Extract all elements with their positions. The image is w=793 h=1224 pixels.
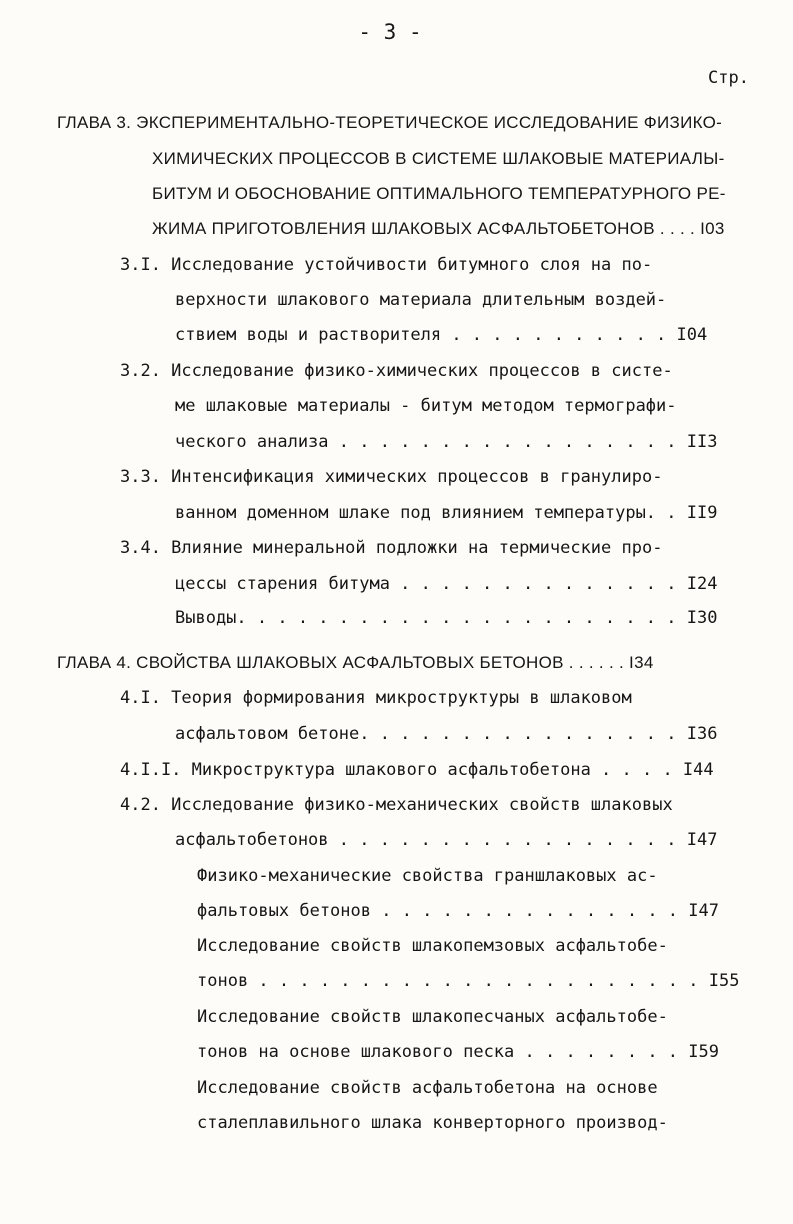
toc-line: ГЛАВА 3. ЭКСПЕРИМЕНТАЛЬНО-ТЕОРЕТИЧЕСКОЕ ИССЛЕДОВАНИЕ ФИЗИКО- [57,113,723,132]
toc-line: Исследование свойств шлакопемзовых асфальтобе- [197,936,668,956]
toc-line: фальтовых бетонов . . . . . . . . . . . . . . . I47 [197,901,719,921]
toc-line: верхности шлакового материала длительным воздей- [175,290,667,310]
toc-line: асфальтовом бетоне. . . . . . . . . . . . . . . . I36 [175,724,718,744]
toc-line: Выводы. . . . . . . . . . . . . . . . . . . . . . I30 [175,608,718,628]
toc-line: асфальтобетонов . . . . . . . . . . . . . . . . . I47 [175,830,718,850]
toc-line: БИТУМ И ОБОСНОВАНИЕ ОПТИМАЛЬНОГО ТЕМПЕРАТУРНОГО РЕ- [152,184,726,203]
toc-line: Исследование свойств асфальтобетона на основе [197,1078,658,1098]
toc-line: сталеплавильного шлака конверторного производ- [197,1113,668,1133]
toc-line: ЖИМА ПРИГОТОВЛЕНИЯ ШЛАКОВЫХ АСФАЛЬТОБЕТОНОВ . . . . I03 [152,219,725,238]
toc-line: тонов . . . . . . . . . . . . . . . . . . . . . . I55 [197,971,740,991]
toc-line: Физико-механические свойства граншлаковых ас- [197,866,658,886]
page-column-label: Стр. [708,68,749,88]
toc-line: 3.3. Интенсификация химических процессов в гранулиро- [120,467,663,487]
toc-line: ГЛАВА 4. СВОЙСТВА ШЛАКОВЫХ АСФАЛЬТОВЫХ БЕТОНОВ . . . . . . I34 [57,653,654,672]
toc-line: 3.I. Исследование устойчивости битумного слоя на по- [120,255,653,275]
toc-line: ческого анализа . . . . . . . . . . . . . . . . . II3 [175,432,718,452]
toc-line: 3.2. Исследование физико-химических процессов в систе- [120,361,673,381]
toc-line: Исследование свойств шлакопесчаных асфальтобе- [197,1007,668,1027]
toc-line: ванном доменном шлаке под влиянием температуры. . II9 [175,503,718,523]
toc-line: 3.4. Влияние минеральной подложки на термические про- [120,538,663,558]
toc-line: тонов на основе шлакового песка . . . . . . . . I59 [197,1042,719,1062]
toc-line: ХИМИЧЕСКИХ ПРОЦЕССОВ В СИСТЕМЕ ШЛАКОВЫЕ МАТЕРИАЛЫ- [152,149,725,168]
toc-line: 4.I.I. Микроструктура шлакового асфальтобетона . . . . I44 [120,760,714,780]
toc-line: 4.2. Исследование физико-механических свойств шлаковых [120,795,673,815]
page-number: - 3 - [358,20,422,44]
toc-line: 4.I. Теория формирования микроструктуры в шлаковом [120,688,632,708]
toc-line: цессы старения битума . . . . . . . . . . . . . . I24 [175,574,718,594]
toc-line: ствием воды и растворителя . . . . . . . . . . . I04 [175,325,708,345]
toc-line: ме шлаковые материалы - битум методом термографи- [175,396,677,416]
